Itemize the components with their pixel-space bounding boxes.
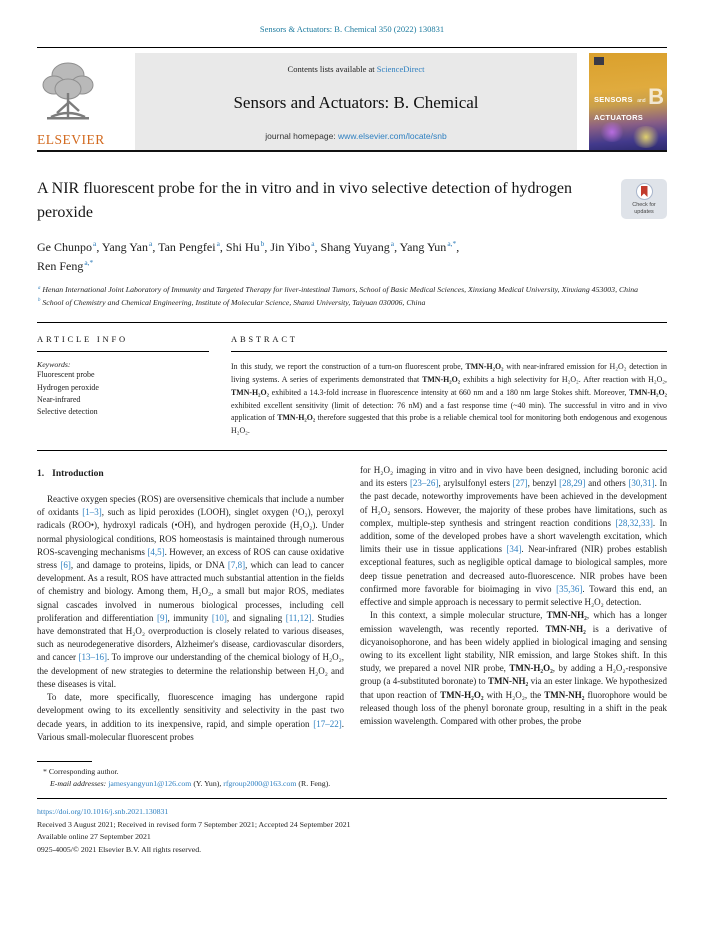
affiliation-b xyxy=(37,297,649,309)
text-segment: . In the past decade, noteworthy improvements have been achieved in the development of H₂O₂ sensors. However, the majority of these probes have limitations, such as complex, multiple-step synthesis and stringent reaction conditions xyxy=(360,478,668,528)
section-heading-introduction xyxy=(37,468,344,482)
journal-homepage-line xyxy=(141,131,571,141)
elsevier-wordmark: ELSEVIER xyxy=(37,132,105,147)
cover-letter-B: B xyxy=(648,84,664,109)
text-segment: fluorophore would be released though loss of the phenyl boronate group, resulting in a shift in the peak emission wavelength. Compared with other probes, the probe xyxy=(360,689,667,727)
footer-rule xyxy=(37,798,667,799)
doi-link[interactable]: https://doi.org/10.1016/j.snb.2021.130831 xyxy=(37,807,169,817)
inline-link[interactable]: [13–16] xyxy=(78,652,107,663)
text-segment: , Jin Yibo xyxy=(264,240,311,254)
superscript-marker: a,* xyxy=(447,239,457,248)
inline-link[interactable]: [6] xyxy=(60,559,71,570)
superscript-marker: a xyxy=(38,285,41,291)
inline-link[interactable]: [17–22] xyxy=(313,718,342,729)
text-segment: , and signaling xyxy=(226,612,286,623)
text-segment: and others xyxy=(585,478,629,489)
updates-circle-icon xyxy=(636,183,653,200)
inline-link[interactable]: jamesyangyun1@126.com xyxy=(108,778,192,788)
keyword: Near-infrared xyxy=(37,394,81,404)
inline-link[interactable]: [10] xyxy=(211,612,227,623)
abstract-rule xyxy=(231,351,667,352)
inline-link[interactable]: [9] xyxy=(156,612,168,623)
elsevier-tree-icon xyxy=(37,59,99,131)
text-segment: Ge Chunpo xyxy=(37,240,92,254)
superscript-marker: a xyxy=(149,239,153,248)
cover-art-blob xyxy=(631,126,661,148)
text-segment: , benzyl xyxy=(527,478,560,489)
inline-link[interactable]: [1–3] xyxy=(82,507,102,518)
paragraph xyxy=(360,464,667,609)
author-line xyxy=(37,238,667,257)
text-segment: TMN-H₂O₂ xyxy=(231,387,270,397)
text-segment: . Various small-molecular fluorescent probes xyxy=(37,718,344,742)
text-segment: . In addition, some of the developed probes have a short wavelength excitation, which limits their use in tissue applications xyxy=(360,517,667,555)
text-segment: TMN-NH₂ xyxy=(488,676,529,687)
superscript-marker: b xyxy=(38,298,41,304)
received-dates: Received 3 August 2021; Received in revised form 7 September 2021; Accepted 24 September 2021 xyxy=(37,819,351,829)
check-updates-label: Check for updates xyxy=(632,202,656,216)
text-segment: . Studies have demonstrated that H₂O₂ overproduction is closely related to various diseases, such as neurodegenerative disorders, Alzheimer's disease, cardiovascular disorders, and cancer xyxy=(37,612,344,663)
keyword: Fluorescent probe xyxy=(37,370,95,380)
cover-brand-text xyxy=(594,89,646,126)
author-list xyxy=(37,238,667,275)
superscript-marker: a xyxy=(311,239,315,248)
superscript-marker: b xyxy=(260,239,265,248)
left-column xyxy=(37,464,344,744)
abstract-text xyxy=(231,361,667,438)
text-segment: journal homepage: xyxy=(265,131,339,141)
text-segment: In this study, we report the construction of a turn-on fluorescent probe, xyxy=(231,362,466,372)
paragraph xyxy=(37,691,344,744)
text-segment: Ren Feng xyxy=(37,258,84,273)
footnote-block xyxy=(37,761,667,789)
inline-link[interactable]: [23–26] xyxy=(409,478,439,489)
inline-link[interactable]: ScienceDirect xyxy=(376,64,425,74)
journal-banner xyxy=(135,53,577,150)
inline-link[interactable]: [34] xyxy=(506,544,522,555)
text-segment: exhibited a 14.3-fold increase in fluorescence intensity at 660 nm and a 180 nm large Stokes shift. Moreover, xyxy=(269,387,629,397)
available-online: Available online 27 September 2021 xyxy=(37,832,151,842)
text-segment: TMN-H₂O₂ xyxy=(628,387,667,397)
paragraph xyxy=(360,609,667,728)
text-segment: therefore suggested that this probe is a reliable chemical tool for monitoring both endogenous and exogenous H₂O₂. xyxy=(231,413,668,436)
superscript-marker: a xyxy=(93,239,97,248)
masthead-bottom-rule xyxy=(37,150,667,152)
inline-link[interactable]: www.elsevier.com/locate/snb xyxy=(338,131,447,141)
inline-link[interactable]: [28,29] xyxy=(559,478,586,489)
check-for-updates-badge[interactable] xyxy=(621,179,667,219)
text-segment: , Shang Yuyang xyxy=(314,240,390,254)
inline-link[interactable]: [35,36] xyxy=(556,583,583,594)
journal-cover-thumbnail xyxy=(589,53,667,150)
journal-title: Sensors and Actuators: B. Chemical xyxy=(233,92,479,112)
keyword: Hydrogen peroxide xyxy=(37,382,99,392)
text-segment: TMN-NH₂ xyxy=(544,689,585,700)
bookmark-ribbon-icon xyxy=(641,186,648,197)
text-segment: TMN-NH₂ xyxy=(545,623,586,634)
footer-block xyxy=(37,806,667,856)
text-segment: , and damage to proteins, lipids, or DNA xyxy=(70,559,228,570)
text-segment: for H₂O₂ imaging in vitro and in vivo have been designed, including boronic acid and its esters xyxy=(360,464,667,489)
text-segment: . However, an excess of ROS can cause oxidative stress xyxy=(37,546,344,570)
text-segment: School of Chemistry and Chemical Engineering, Institute of Molecular Science, Shanxi University, Taiyuan 030006, China xyxy=(40,297,426,307)
cover-line1: SENSORS xyxy=(594,95,633,104)
running-head-citation: Sensors & Actuators: B. Chemical 350 (2022) 130831 xyxy=(259,24,445,34)
text-segment: E-mail addresses: xyxy=(50,778,109,788)
info-abstract-grid xyxy=(37,323,667,438)
text-segment: , which has a longer emission wavelength, was recently reported. xyxy=(360,610,668,634)
text-segment: , Shi Hu xyxy=(219,240,260,254)
inline-link[interactable]: rfgroup2000@163.com xyxy=(223,778,297,788)
cover-corner-mark xyxy=(594,57,604,65)
text-segment: TMN-NH₂ xyxy=(546,610,587,621)
keyword: Selective detection xyxy=(37,407,98,417)
inline-link[interactable]: [27] xyxy=(512,478,528,489)
article-title: A NIR fluorescent probe for the in vitro and in vivo selective detection of hydrogen peroxide xyxy=(37,180,572,221)
affiliations xyxy=(37,284,649,309)
text-segment: , arylsulfonyl esters xyxy=(438,478,513,489)
text-segment: via an ester linkage. We hypothesized that upon reaction of xyxy=(360,676,668,700)
inline-link[interactable]: [30,31] xyxy=(628,478,655,489)
text-segment: exhibits a high selectivity for H₂O₂. After reaction with H₂O₂, xyxy=(460,374,667,384)
text-segment: To date, more specifically, fluorescence imaging has undergone rapid development owing to its excellently sensitivity and selectivity in the past two decade years, in addition to its inexpensive, rapid, and simple operation xyxy=(37,692,344,729)
elsevier-logo xyxy=(37,53,135,150)
inline-link[interactable]: [28,32,33] xyxy=(615,517,653,528)
contents-list-line xyxy=(141,64,571,74)
body-columns xyxy=(37,464,667,744)
footnote-divider xyxy=(37,761,92,762)
text-segment: , which can lead to cancer development. As a result, ROS have attracted much substantial attention in the fields of chemistry and biology. Among them, H₂O₂, a small but major ROS, mediates signal cascades involved in numerous biological processes, including cell proliferation and differentiation xyxy=(37,559,344,623)
masthead xyxy=(37,53,667,150)
text-segment: Reactive oxygen species (ROS) are oversensitive chemicals that include a number of oxidants xyxy=(37,493,344,518)
author-line xyxy=(37,257,667,276)
text-segment: exhibited excellent sensitivity (limit of detection: 76 nM) and a fast response time (~40 min). The successful in vitro and in vivo application of xyxy=(231,400,667,423)
text-segment: TMN-H₂O₂ xyxy=(422,374,461,384)
text-segment: (R. Feng). xyxy=(296,778,331,788)
text-segment: TMN-H₂O₂ xyxy=(465,362,504,372)
keywords-label: Keywords: xyxy=(37,360,71,370)
inline-link[interactable]: [11,12] xyxy=(285,612,312,623)
info-section-bottom-rule xyxy=(37,450,667,451)
superscript-marker: a xyxy=(216,239,220,248)
text-segment: TMN-H₂O₂ xyxy=(440,689,484,700)
section-title: Introduction xyxy=(52,468,104,479)
right-column xyxy=(360,464,667,744)
text-segment: Henan International Joint Laboratory of Immunity and Targeted Therapy for liver-intestinal Tumors, School of Basic Medical Sciences, Xinxiang Medical University, Xinxiang 453003, China xyxy=(40,285,639,295)
abstract-heading: ABSTRACT xyxy=(231,334,298,345)
text-segment: with H₂O₂, the xyxy=(483,689,545,700)
article-info-rule xyxy=(37,351,209,352)
copyright-line: 0925-4005/© 2021 Elsevier B.V. All rights reserved. xyxy=(37,844,202,854)
text-segment: , Yang Yun xyxy=(394,240,447,254)
text-segment: . To improve our understanding of the chemical biology of H₂O₂, the development of new strategies to determine the relationship between H₂O₂ and these diseases is vital. xyxy=(37,652,344,689)
article-info-heading: ARTICLE INFO xyxy=(37,334,128,345)
article-info-column xyxy=(37,323,209,438)
text-segment: , Yang Yan xyxy=(96,240,149,254)
text-segment: In this context, a simple molecular structure, xyxy=(370,610,547,621)
text-segment: , Tan Pengfei xyxy=(152,240,216,254)
cover-line2: ACTUATORS xyxy=(594,113,644,123)
text-segment: TMN-H₂O₂ xyxy=(509,663,553,674)
section-number: 1. xyxy=(37,468,45,479)
text-segment: is a derivative of dicyanoisophorone, and has been widely applied in biological imaging and sensing owing to its excellent light stability, NIR emission, and large Stokes shift. In this study, we prepared a novel NIR probe, xyxy=(360,623,667,674)
text-segment: (Y. Yun), xyxy=(191,778,224,788)
title-block xyxy=(37,177,667,225)
text-segment: . Toward this end, an effective and simple approach is necessary to permit selective H₂O₂ detection. xyxy=(360,583,667,608)
text-segment: with near-infrared emission for H₂O₂ detection in living systems. A series of experiments demonstrated that xyxy=(231,362,667,384)
masthead-top-rule xyxy=(37,47,667,48)
text-segment: , such as lipid peroxides (LOOH), singlet oxygen (¹O₂), peroxyl radicals (ROO•), hydroxyl radicals (•OH), and hydrogen peroxide (H₂O₂). Under normal physiological conditions, ROS homeostasis is maintained through numerous ROS-scavenging mechanisms xyxy=(37,507,344,557)
cover-and: and xyxy=(637,98,646,104)
affiliation-a xyxy=(37,284,649,296)
inline-link[interactable]: [7,8] xyxy=(227,559,246,570)
text-segment: TMN-H₂O₂ xyxy=(277,413,316,423)
text-segment: , immunity xyxy=(167,612,212,623)
text-segment: Contents lists available at xyxy=(287,64,377,74)
superscript-marker: a,* xyxy=(84,257,94,267)
superscript-marker: a xyxy=(390,239,395,248)
text-segment: , xyxy=(456,240,460,254)
paragraph xyxy=(37,493,344,691)
corresponding-author-note: * Corresponding author. xyxy=(43,767,119,777)
inline-link[interactable]: [4,5] xyxy=(147,546,165,557)
abstract-column xyxy=(231,323,667,438)
text-segment: , by adding a H₂O₂-responsive group (a 4-substituted boronate) to xyxy=(360,663,667,687)
email-addresses-line xyxy=(50,778,667,790)
text-segment: . Near-infrared (NIR) probes establish exceptional features, such as negligible optical damage to biological samples, more deep tissue penetration and decreased auto-fluorescence. NIR probes have been confirmed more favorable for bioimaging in vivo xyxy=(360,544,667,594)
